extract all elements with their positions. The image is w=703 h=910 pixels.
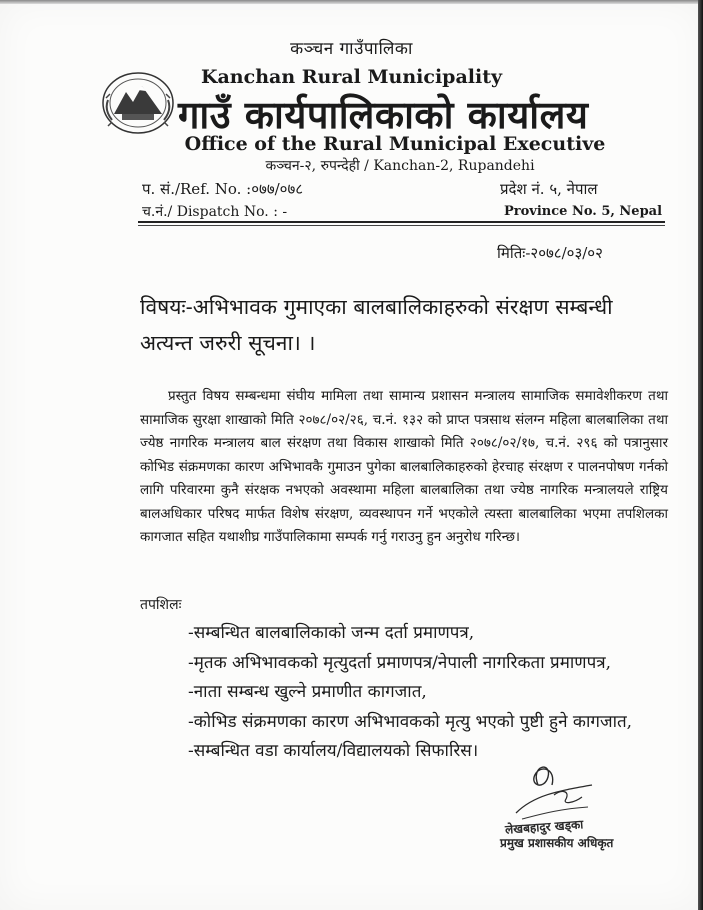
details-label: तपशिलः [140, 597, 182, 613]
list-item: -सम्बन्धित बालबालिकाको जन्म दर्ता प्रमाणपत्र, [188, 623, 475, 643]
list-item: -नाता सम्बन्ध खुल्ने प्रमाणीत कागजात, [188, 682, 427, 702]
letter-subject: विषयः-अभिभावक गुमाएका बालबालिकाहरुको संरक्षण सम्बन्धी अत्यन्त जरुरी सूचना। । [140, 295, 613, 355]
province-en: Province No. 5, Nepal [504, 204, 663, 219]
municipality-name-np: कञ्चन गाउँपालिका [290, 39, 413, 59]
province-np: प्रदेश नं. ५, नेपाल [500, 180, 598, 198]
office-address: कञ्चन-२, रुपन्देही / Kanchan-2, Rupandehi [265, 158, 535, 174]
municipality-name-en: Kanchan Rural Municipality [200, 66, 503, 88]
dispatch-number: च.नं./ Dispatch No. : - [142, 204, 288, 220]
office-title-np: गाउँ कार्यपालिकाको कार्यालय [178, 92, 589, 137]
header-divider-thin [138, 225, 665, 226]
letter-date: मितिः-२०७८/०३/०२ [497, 244, 603, 262]
list-item: -मृतक अभिभावकको मृत्युदर्ता प्रमाणपत्र/नेपाली नागरिकता प्रमाणपत्र, [188, 652, 612, 673]
signatory-name: लेखबहादुर खड्का [504, 817, 584, 837]
required-documents-list [188, 619, 632, 767]
letter-body: प्रस्तुत विषय सम्बन्धमा संघीय मामिला तथा सामान्य प्रशासन मन्त्रालय सामाजिक समावेशीकरण तथा सामाजिक सुरक्षा शाखाको मिति २०७८/०२/२६, च.नं. १३२ को प्राप्त पत्रसाथ संलग्न महिला बालबालिका तथा ज्येष्ठ नागरिक मन्त्रालय बाल संरक्षण तथा विकास शाखाको मिति २०७८/०२/१७, च.नं. २९६ को पत्रानुसार कोभिड संक्रमणका कारण अभिभावकै गुमाउन पुगेका बालबालिकाहरुको हेरचाह संरक्षण र पालनपोषण गर्नको लागि परिवारमा कुनै संरक्षक नभएको अवस्थामा महिला बालबालिका तथा ज्येष्ठ नागरिक मन्त्रालयले राष्ट्रिय बालअधिकार परिषद मार्फत विशेष संरक्षण, व्यवस्थापन गर्ने भएकोले त्यस्ता बालबालिका भएमा तपशिलका कागजात सहित यथाशीघ्र गाउँपालिकामा सम्पर्क गर्नु गराउनु हुन अनुरोध गरिन्छ। [140, 388, 668, 545]
scan-edge-top [0, 0, 703, 4]
list-item: -सम्बन्धित वडा कार्यालय/विद्यालयको सिफारिस। [188, 741, 479, 761]
list-item: -कोभिड संक्रमणका कारण अभिभावकको मृत्यु भएको पुष्टी हुने कागजात, [188, 711, 633, 732]
header-divider [138, 221, 665, 223]
office-title-en: Office of the Rural Municipal Executive [184, 133, 606, 155]
reference-number: प. सं./Ref. No. :०७७/०७८ [142, 180, 304, 198]
signatory-title: प्रमुख प्रशासकीय अधिकृत [500, 836, 614, 850]
